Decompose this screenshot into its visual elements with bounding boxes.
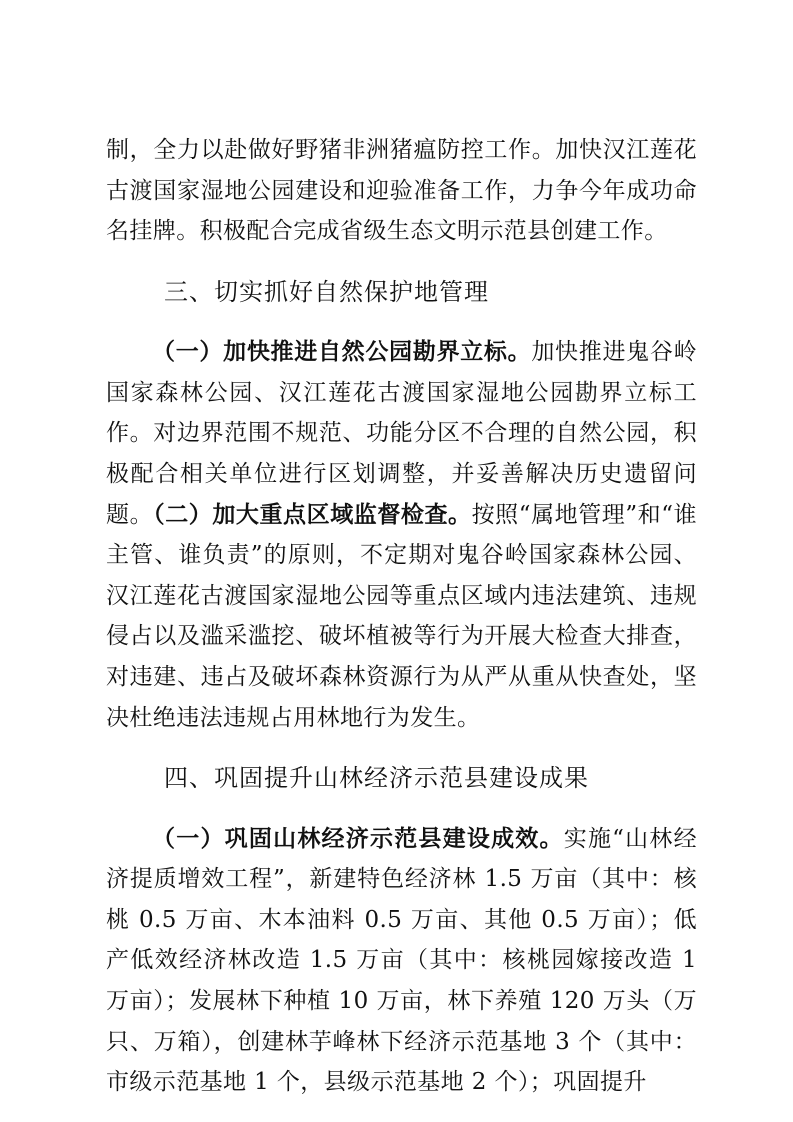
paragraph-4-1 xyxy=(106,819,697,1103)
subsection-body-3-1: 加快推进鬼谷岭国家森林公园、汉江莲花古渡国家湿地公园勘界立标工作。对边界范围不规范、功能分区不合理的自然公园，积极配合相关单位进行区划调整，并妥善解决历史遗留问题。 xyxy=(106,339,697,528)
section-heading-3: 三、切实抓好自然保护地管理 xyxy=(164,277,489,306)
subsection-title-4-1: （一）巩固山林经济示范县建设成效。 xyxy=(152,824,564,852)
subsection-title-3-2: （二）加大重点区域监督检查。 xyxy=(153,500,472,528)
subsection-body-4-1: 实施“山林经济提质增效工程”，新建特色经济林 1.5 万亩（其中：核桃 0.5 万亩、木本油料 0.5 万亩、其他 0.5 万亩）；低产低效经济林改造 1.5 万亩（其中：核桃园嫁接改造 1 万亩）；发展林下种植 10 万亩，林下养殖 120 万头（万只、万箱），创建林芋峰林下经济示范基地 3 个（其中：市级示范基地 1 个，县级示范基地 2 个）；巩固提升 xyxy=(106,825,697,1096)
subsection-title-3-1: （一）加快推进自然公园勘界立标。 xyxy=(152,338,532,366)
paragraph-continuation: 制，全力以赴做好野猪非洲猪瘟防控工作。加快汉江莲花古渡国家湿地公园建设和迎验准备工作，力争今年成功命名挂牌。积极配合完成省级生态文明示范县创建工作。 xyxy=(106,137,697,245)
paragraph-3-1 xyxy=(106,332,697,738)
section-heading-4: 四、巩固提升山林经济示范县建设成果 xyxy=(164,764,589,793)
subsection-body-3-2: 按照“属地管理”和“谁主管、谁负责”的原则，不定期对鬼谷岭国家森林公园、汉江莲花古渡国家湿地公园等重点区域内违法建筑、违规侵占以及滥采滥挖、破坏植被等行为开展大检查大排查，对违建、违占及破坏森林资源行为从严从重从快查处，坚决杜绝违法违规占用林地行为发生。 xyxy=(106,501,697,731)
